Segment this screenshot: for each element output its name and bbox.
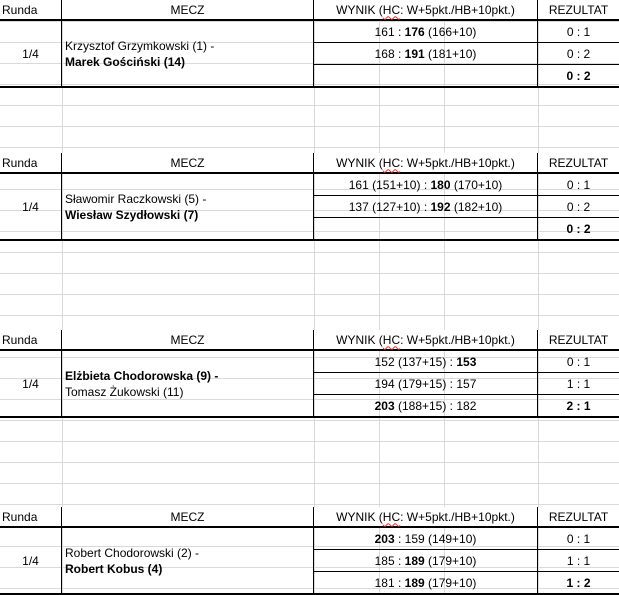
result-cell: 0 : 2 <box>538 65 619 88</box>
score-cell: 137 (127+10) : 192 (182+10) <box>314 196 538 218</box>
header-round: Runda <box>0 153 62 174</box>
result-column <box>538 21 619 88</box>
result-cell: 1 : 1 <box>538 550 619 572</box>
header-result: REZULTAT <box>538 153 619 174</box>
score-column <box>314 21 538 88</box>
match-block <box>0 507 619 595</box>
result-column <box>538 528 619 595</box>
header-match: MECZ <box>62 0 314 21</box>
header-round: Runda <box>0 0 62 21</box>
score-column <box>314 528 538 595</box>
header-score: WYNIK ( HC : W+5pkt./HB+10pkt.) <box>314 153 538 174</box>
result-column <box>538 174 619 241</box>
result-cell: 0 : 2 <box>538 218 619 241</box>
result-cell: 0 : 2 <box>538 196 619 218</box>
score-cell: 181 : 189 (179+10) <box>314 572 538 595</box>
score-column <box>314 351 538 418</box>
header-score: WYNIK ( HC : W+5pkt./HB+10pkt.) <box>314 0 538 21</box>
player-two: Tomasz Żukowski (11) <box>65 384 184 399</box>
result-cell: 0 : 1 <box>538 21 619 43</box>
header-match: MECZ <box>62 153 314 174</box>
header-match: MECZ <box>62 330 314 351</box>
header-result: REZULTAT <box>538 0 619 21</box>
header-score: WYNIK ( HC : W+5pkt./HB+10pkt.) <box>314 507 538 528</box>
result-cell: 2 : 1 <box>538 395 619 418</box>
players-cell <box>62 174 314 241</box>
score-cell <box>314 65 538 88</box>
player-one: Robert Chodorowski (2) - <box>65 545 200 560</box>
player-two: Robert Kobus (4) <box>65 561 163 576</box>
score-cell <box>314 218 538 241</box>
players-cell <box>62 351 314 418</box>
header-result: REZULTAT <box>538 507 619 528</box>
player-one: Krzysztof Grzymkowski (1) - <box>65 38 215 53</box>
result-cell: 0 : 1 <box>538 174 619 196</box>
player-one: Elżbieta Chodorowska (9) - <box>65 368 219 383</box>
match-block <box>0 153 619 241</box>
score-cell: 168 : 191 (181+10) <box>314 43 538 65</box>
header-score: WYNIK ( HC : W+5pkt./HB+10pkt.) <box>314 330 538 351</box>
result-cell: 0 : 1 <box>538 528 619 550</box>
players-cell <box>62 21 314 88</box>
player-one: Sławomir Raczkowski (5) - <box>65 191 207 206</box>
players-cell <box>62 528 314 595</box>
round-cell: 1/4 <box>0 528 62 595</box>
score-cell: 203 : 159 (149+10) <box>314 528 538 550</box>
result-cell: 0 : 1 <box>538 351 619 373</box>
round-cell: 1/4 <box>0 21 62 88</box>
result-column <box>538 351 619 418</box>
header-result: REZULTAT <box>538 330 619 351</box>
result-cell: 1 : 2 <box>538 572 619 595</box>
result-cell: 1 : 1 <box>538 373 619 395</box>
header-round: Runda <box>0 330 62 351</box>
score-cell: 194 (179+15) : 157 <box>314 373 538 395</box>
score-cell: 185 : 189 (179+10) <box>314 550 538 572</box>
match-block <box>0 330 619 418</box>
round-cell: 1/4 <box>0 174 62 241</box>
match-block <box>0 0 619 88</box>
header-round: Runda <box>0 507 62 528</box>
player-two: Marek Gościński (14) <box>65 54 186 69</box>
header-match: MECZ <box>62 507 314 528</box>
score-cell: 161 : 176 (166+10) <box>314 21 538 43</box>
score-cell: 161 (151+10) : 180 (170+10) <box>314 174 538 196</box>
round-cell: 1/4 <box>0 351 62 418</box>
score-cell: 203 (188+15) : 182 <box>314 395 538 418</box>
player-two: Wiesław Szydłowski (7) <box>65 207 199 222</box>
score-column <box>314 174 538 241</box>
result-cell: 0 : 2 <box>538 43 619 65</box>
score-cell: 152 (137+15) : 153 <box>314 351 538 373</box>
